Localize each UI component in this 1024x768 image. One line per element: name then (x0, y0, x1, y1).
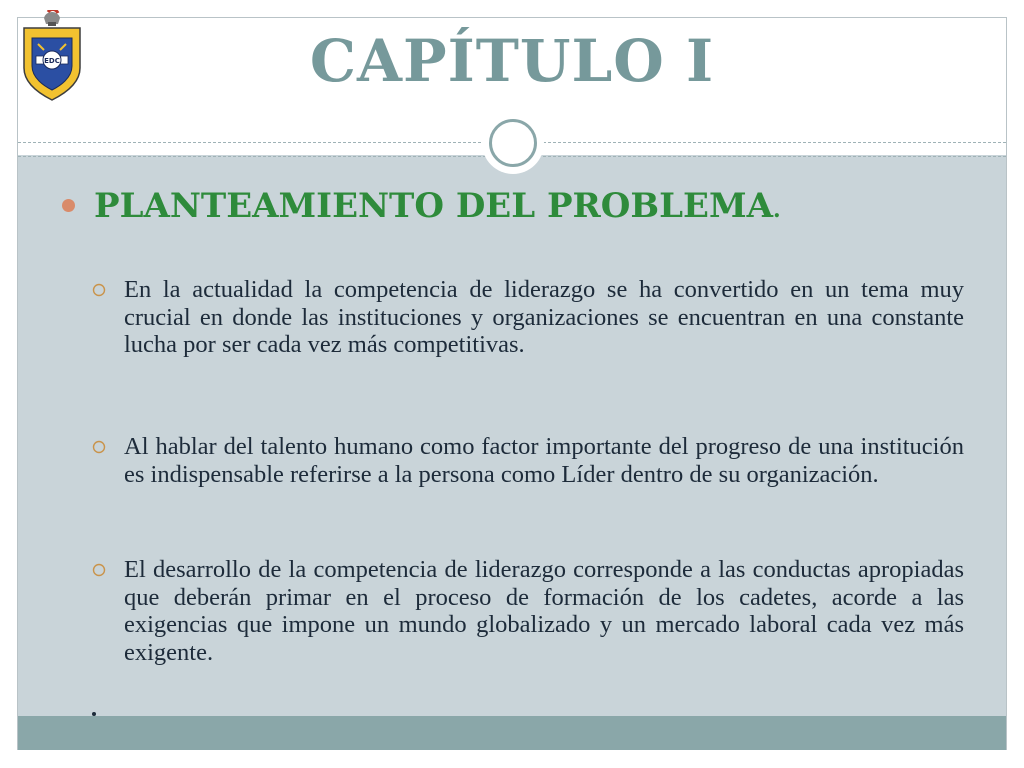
bullet-text: Al hablar del talento humano como factor importante del progreso de una institución es indispensable referirse a la persona como Líder dentro de su organización. (124, 433, 964, 488)
section-heading-text: PLANTEAMIENTO DEL PROBLEMA (94, 186, 773, 226)
section-heading-period: . (772, 197, 781, 223)
hollow-circle-bullet-icon (92, 563, 106, 577)
svg-text:EDC: EDC (44, 57, 60, 65)
slide-title: CAPÍTULO I (309, 27, 715, 95)
hollow-circle-bullet-icon (92, 283, 106, 297)
hollow-circle-bullet-icon (92, 440, 106, 454)
section-heading (62, 184, 962, 228)
filled-circle-bullet-icon (62, 199, 75, 212)
ring-ornament-icon (482, 112, 544, 174)
bullet-text: El desarrollo de la competencia de liderazgo corresponde a las conductas apropiadas que deberán primar en el proceso de formación de los cadetes, acorde a las exigencias que impone un mundo globalizado y un mercado laboral cada vez más exigente. (124, 556, 964, 666)
trailing-dot (92, 712, 96, 716)
bullet-text: En la actualidad la competencia de liderazgo se ha convertido en un tema muy crucial en donde las instituciones y organizaciones se encuentran en una constante lucha por ser cada vez más competitivas. (124, 276, 964, 358)
footer-bar (18, 716, 1006, 750)
